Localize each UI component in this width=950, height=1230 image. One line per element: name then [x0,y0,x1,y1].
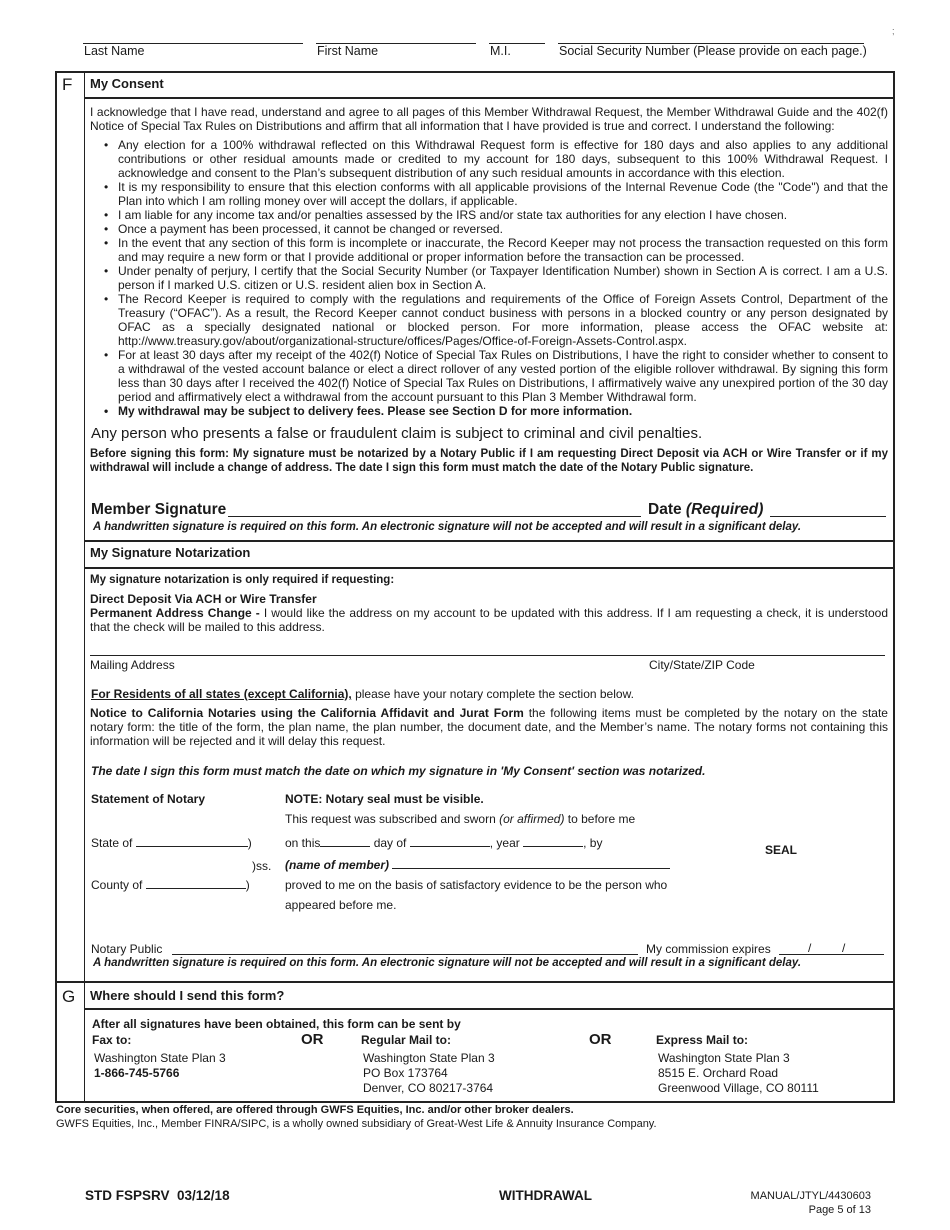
consent-bullet: • Once a payment has been processed, it cannot be changed or reversed. [100,222,888,236]
notary-handwritten-note: A handwritten signature is required on this form. An electronic signature will not be accepted and will result in a significant delay. [93,957,802,969]
name-of-member-field[interactable] [392,858,670,869]
county-of-row: County of ) [91,878,250,892]
state-of-row: State of ) [91,836,252,850]
date-match-note: The date I sign this form must match the date on which my signature in 'My Consent' section was notarized. [91,764,706,778]
on-this-label: on this [285,836,321,850]
consent-bullet: • The Record Keeper is required to comply with the regulations and requirements of the Office of Foreign Assets Control, Department of the Treasury (“OFAC”). As a result, the Record Keeper cannot conduct business with persons in a blocked country or any person designated by OFAC as a specially designated national or blocked person. For more information, please access the OFAC website at: http://www.treasury.gov/about/organizational-structure/offices/Pages/Office-of-Foreign-Assets-Control.aspx. [100,292,888,348]
california-notice [90,706,888,748]
proved-line-2: appeared before me. [285,898,397,912]
ssn-label: Social Security Number (Please provide on each page.) [559,44,867,58]
state-of-label: State of [91,836,133,850]
year-label: , year [489,836,520,850]
fax-label: Fax to: [92,1033,132,1047]
mailing-address-label: Mailing Address [90,658,175,672]
seal-label: SEAL [765,843,798,857]
or-1: OR [301,1031,324,1048]
commission-expires-label: My commission expires [646,942,771,956]
consent-bullet-fees: • My withdrawal may be subject to delivery fees. Please see Section D for more information. [100,404,888,418]
section-f-letter: F [62,75,73,94]
fax-number: 1-866-745-5766 [94,1066,180,1080]
form-type: WITHDRAWAL [499,1188,592,1203]
county-of-label: County of [91,878,143,892]
date-required: (Required) [685,501,764,518]
subscribed-a: This request was subscribed and sworn [285,812,500,826]
address-change-text [90,606,888,634]
consent-bullet: • I am liable for any income tax and/or penalties assessed by the IRS and/or state tax authorities for any election I have chosen. [100,208,888,222]
section-divider-f [84,71,85,983]
manual-id: MANUAL/JTYL/4430603 [750,1190,871,1202]
subscribed-b: (or affirmed) [499,812,565,826]
last-name-label: Last Name [84,44,145,58]
member-signature-label: Member Signature [91,501,227,518]
section-divider-g [84,983,85,1103]
consent-bullets [100,138,888,418]
address-line: Denver, CO 80217-3764 [363,1081,494,1095]
seal-note: NOTE: Notary seal must be visible. [285,792,484,806]
address-line: Greenwood Village, CO 80111 [658,1081,819,1095]
ss-mark: )ss. [252,859,272,873]
mi-label: M.I. [490,44,511,58]
notary-public-line[interactable] [172,954,638,955]
consent-bullet: • For at least 30 days after my receipt of the 402(f) Notice of Special Tax Rules on Distributions, I have the right to consider whether to consent to a withdrawal of the vested account balance or elect a direct rollover of any vested portion of the eligible rollover withdrawal. By signing this form less than 30 days after I received the 402(f) Notice of Special Tax Rules on Distributions, I affirmatively waive any unexpired portion of the 30 day period and affirmatively elect a withdrawal from the account pursuant to this Plan 3 Member Withdrawal form. [100,348,888,404]
commission-slash-2: / [842,941,846,955]
address-change-label: Permanent Address Change - [90,606,260,620]
month-field[interactable] [410,836,490,847]
date-line[interactable] [770,516,886,517]
or-2: OR [589,1031,612,1048]
notarization-top-rule [84,540,894,542]
day-of-label: day of [373,836,407,850]
fax-name: Washington State Plan 3 [94,1051,226,1065]
notarization-title-rule [84,567,894,569]
year-field[interactable] [523,836,583,847]
section-g-title: Where should I send this form? [90,988,285,1003]
express-mail-label: Express Mail to: [656,1033,749,1047]
manual-info [700,1189,871,1217]
fraud-notice: Any person who presents a false or fraudulent claim is subject to criminal and civil penalties. [91,425,703,442]
notary-public-label: Notary Public [91,942,163,956]
direct-deposit-option: Direct Deposit Via ACH or Wire Transfer [90,592,317,606]
section-g-letter: G [62,987,76,1006]
handwritten-note: A handwritten signature is required on this form. An electronic signature will not be accepted and will result in a significant delay. [93,521,802,533]
address-line: Washington State Plan 3 [363,1051,495,1065]
consent-intro: I acknowledge that I have read, understand and agree to all pages of this Member Withdrawal Request, the Member Withdrawal Guide and the 402(f) Notice of Special Tax Rules on Distributions and affirm that all information that I have provided is true and correct. I understand the following: [90,105,888,133]
statement-of-notary: Statement of Notary [91,792,206,806]
my-consent-title: My Consent [90,76,164,91]
first-name-label: First Name [317,44,379,58]
date-label-wrap [648,501,763,519]
city-state-zip-label: City/State/ZIP Code [649,658,755,672]
address-line: PO Box 173764 [363,1066,448,1080]
california-text: the following items must be completed by the notary on the state notary form: the title of the form, the plan name, the plan number, the document date, and the Member’s name. The notary forms not containing this information will be rejected and it will delay this request. [90,706,888,748]
on-this-row [285,836,602,850]
express-mail-address [658,1051,819,1096]
county-of-field[interactable] [146,878,246,889]
commission-slash-1: / [808,941,812,955]
mailing-address-line[interactable] [90,655,885,656]
date-label: Date [648,501,682,518]
consent-bullet: • In the event that any section of this form is incomplete or inaccurate, the Record Keeper may not process the transaction requested on this form and may require a new form or that I provide additional or proper information before the transaction can be processed. [100,236,888,264]
consent-bullet: • Under penalty of perjury, I certify that the Social Security Number (or Taxpayer Identification Number) shown in Section A is correct. I am a U.S. person if I marked U.S. citizen or U.S. resident alien box in Section A. [100,264,888,292]
form-id: STD FSPSRV 03/12/18 [85,1188,230,1203]
regular-mail-label: Regular Mail to: [361,1033,452,1047]
consent-bullet: • Any election for a 100% withdrawal reflected on this Withdrawal Request form is effective for 180 days and also applies to any additional contributions or other residual amounts made or credited to my account for 180 days, subsequent to this 100% Withdrawal Request. I acknowledge and consent to the Plan’s subsequent distribution of any such residual amounts in accordance with this election. [100,138,888,180]
member-signature-line[interactable] [228,516,641,517]
section-g-top-rule [55,981,895,983]
consent-title-rule [84,97,894,99]
fax-address [94,1051,226,1081]
address-line: 8515 E. Orchard Road [658,1066,779,1080]
regular-mail-address [363,1051,495,1096]
corner-mark: ; [892,26,895,36]
residents-text: please have your notary complete the section below. [351,687,634,701]
day-field[interactable] [320,836,370,847]
notarization-only-if: My signature notarization is only required if requesting: [90,574,395,586]
state-of-field[interactable] [136,836,248,847]
securities-disclosure: GWFS Equities, Inc., Member FINRA/SIPC, is a wholly owned subsidiary of Great-West Life & Annuity Insurance Company. [56,1118,657,1130]
commission-expires-line[interactable] [779,954,884,955]
subscribed-text [285,812,635,826]
california-label: Notice to California Notaries using the California Affidavit and Jurat Form [90,706,524,720]
address-line: Washington State Plan 3 [658,1051,790,1065]
by-label: , by [583,836,603,850]
residents-label: For Residents of all states (except California), [91,687,352,701]
subscribed-c: to before me [564,812,636,826]
name-of-member-row [285,858,670,872]
section-g-title-rule [84,1008,894,1010]
securities-disclosure-bold: Core securities, when offered, are offered through GWFS Equities, Inc. and/or other broker dealers. [56,1104,574,1116]
page-number: Page 5 of 13 [808,1204,871,1216]
consent-bullet: • It is my responsibility to ensure that this election conforms with all applicable provisions of the Internal Revenue Code (the "Code") and that the Plan into which I am rolling money over will accept the dollars, if applicable. [100,180,888,208]
after-signatures: After all signatures have been obtained, this form can be sent by [92,1017,461,1031]
proved-line-1: proved to me on the basis of satisfactory evidence to be the person who [285,878,668,892]
name-of-member-label: (name of member) [285,858,390,872]
notarization-title: My Signature Notarization [90,545,251,560]
residents-note [91,687,634,701]
notary-instruction: Before signing this form: My signature must be notarized by a Notary Public if I am requesting Direct Deposit via ACH or Wire Transfer or if my withdrawal will include a change of address. The date I sign this form must match the date of the Notary Public signature. [90,448,888,474]
address-change-body: I would like the address on my account to be updated with this address. If I am requesting a check, it is understood that the check will be mailed to this address. [90,606,888,634]
